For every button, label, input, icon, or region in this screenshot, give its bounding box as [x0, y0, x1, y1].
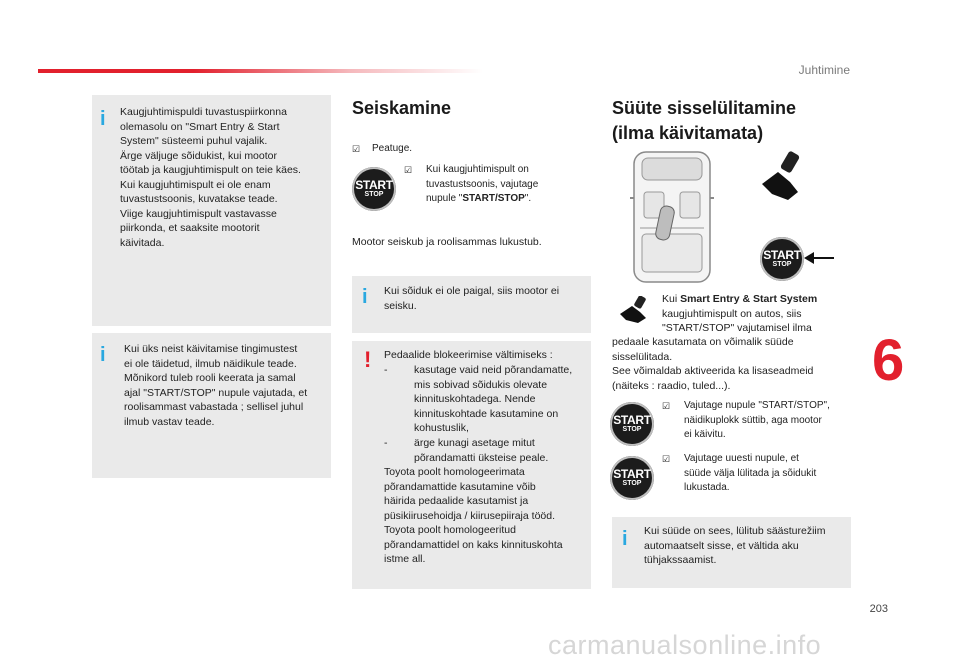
button-label-start: START: [613, 467, 651, 481]
button-label-stop: STOP: [772, 261, 792, 268]
pointer-icon: ☑: [662, 454, 671, 464]
button-label-stop: STOP: [622, 480, 642, 487]
warning-dash: -: [384, 437, 388, 449]
result-text: Mootor seiskub ja roolisammas lukustub.: [352, 236, 542, 248]
pointer-icon: ☑: [404, 165, 413, 175]
car-top-view-illustration: [630, 148, 714, 286]
step-text: [426, 163, 586, 207]
step-text: Vajutage uuesti nupule, et süüde välja lülitada ja sõidukit lukustada.: [684, 453, 817, 493]
warning-box-floor-mats: [352, 341, 591, 589]
warning-item-1-first-line: kasutage vaid neid põrandamatte,: [414, 364, 573, 376]
button-label-start: START: [613, 413, 651, 427]
pointer-icon: ☑: [352, 144, 361, 154]
info-text: Kaugjuhtimispuldi tuvastuspiirkonna olemasolu on "Smart Entry & Start System" süsteemi puhul vajalik. Ärge väljuge sõidukist, kui mootor töötab ja kaugjuhtimispult on teie käes. Kui kaugjuhtimispult ei ole enam tuvastustsoonis, kuvatakse teade. Viige kaugjuhtimispult vastavasse piirkonda, et saaksite mootorit käivitada.: [120, 106, 301, 249]
warning-icon: !: [364, 347, 372, 372]
button-label-stop: STOP: [364, 191, 384, 198]
info-box-economy-mode: [612, 517, 851, 588]
step-text-pre: Kui kaugjuhtimispult on tuvastustsoonis, vajutage nupule ": [426, 164, 539, 204]
info-text: Kui süüde on sees, lülitub säästurežiim automaatselt sisse, et vältida aku tühjakssaamist.: [644, 525, 826, 566]
warning-intro: Pedaalide blokeerimise vältimiseks :: [384, 349, 553, 361]
info-text: Kui sõiduk ei ole paigal, siis mootor ei seisku.: [384, 285, 560, 312]
start-stop-button-icon: [760, 237, 804, 281]
button-label-start: START: [355, 178, 393, 192]
info-box-moving-vehicle: [352, 276, 591, 333]
step-text-bold: START/STOP: [462, 193, 525, 204]
info-icon: i: [362, 286, 368, 308]
heading-stopping: Seiskamine: [352, 98, 452, 118]
smart-pre: Kui: [662, 293, 681, 305]
info-icon: i: [100, 344, 106, 366]
button-label-stop: STOP: [622, 426, 642, 433]
heading-line-1: Süüte sisselülitamine: [612, 98, 797, 118]
step-text: Vajutage nupule "START/STOP", näidikuplokk süttib, aga mootor ei käivitu.: [684, 400, 830, 440]
heading-line-2: (ilma käivitamata): [612, 123, 764, 143]
step-text: Peatuge.: [372, 143, 413, 154]
info-icon: i: [622, 528, 628, 550]
info-text: Kui üks neist käivitamise tingimustest ei ole täidetud, ilmub näidikule teade. Mõnikord tuleb rooli keerata ja samal ajal "START/STOP" nupule vajutada, et roolisammast vabastada ; sellisel juhul ilmub vastav teade.: [124, 343, 308, 428]
warning-dash: -: [384, 364, 388, 376]
heading-ignition-on: [612, 96, 796, 146]
button-label-start: START: [763, 248, 801, 262]
info-box-detection-zone: [92, 95, 331, 326]
warning-outro: Toyota poolt homologeerimata põrandamattide kasutamine võib häirida pedaalide kasutamist ja püsikiirusehoidja / kiirusepiiraja tööd. Toyota poolt homologeeritud põrandamattidel on kaks kinnituskohta istme all.: [384, 466, 563, 565]
start-stop-button-icon: [352, 167, 396, 211]
start-stop-button-icon: [610, 402, 654, 446]
hand-key-icon: [618, 296, 650, 324]
smart-entry-text: pedaale kasutamata on võimalik süüde sisselülitada. See võimaldab aktiveerida ka lisaseadmeid (näiteks : raadio, tuled...).: [612, 336, 814, 392]
pointer-icon: ☑: [662, 401, 671, 411]
watermark: carmanualsonline.info: [548, 630, 822, 660]
smart-system-name: Smart Entry & Start System: [680, 293, 818, 305]
info-icon: i: [100, 108, 106, 130]
page-number: 203: [869, 603, 888, 615]
header-accent-bar: [38, 69, 483, 73]
section-title: Juhtimine: [798, 63, 850, 77]
warning-item-2: ärge kunagi asetage mitut põrandamatti üksteise peale.: [414, 437, 549, 464]
remote-key-icon: [758, 148, 806, 204]
chapter-number: 6: [872, 328, 905, 393]
arrow-left-icon: [804, 252, 834, 264]
step-text-post: ".: [524, 193, 532, 204]
start-stop-button-icon: [610, 456, 654, 500]
warning-item-1: mis sobivad sõidukis olevate kinnituskohtadega. Nende kinnituskohtade kasutamine on kohustuslik,: [414, 378, 559, 434]
info-box-start-conditions: [92, 333, 331, 478]
smart-rest: kaugjuhtimispult on autos, siis "START/STOP" vajutamisel ilma: [662, 307, 812, 334]
smart-entry-intro: [662, 292, 847, 336]
